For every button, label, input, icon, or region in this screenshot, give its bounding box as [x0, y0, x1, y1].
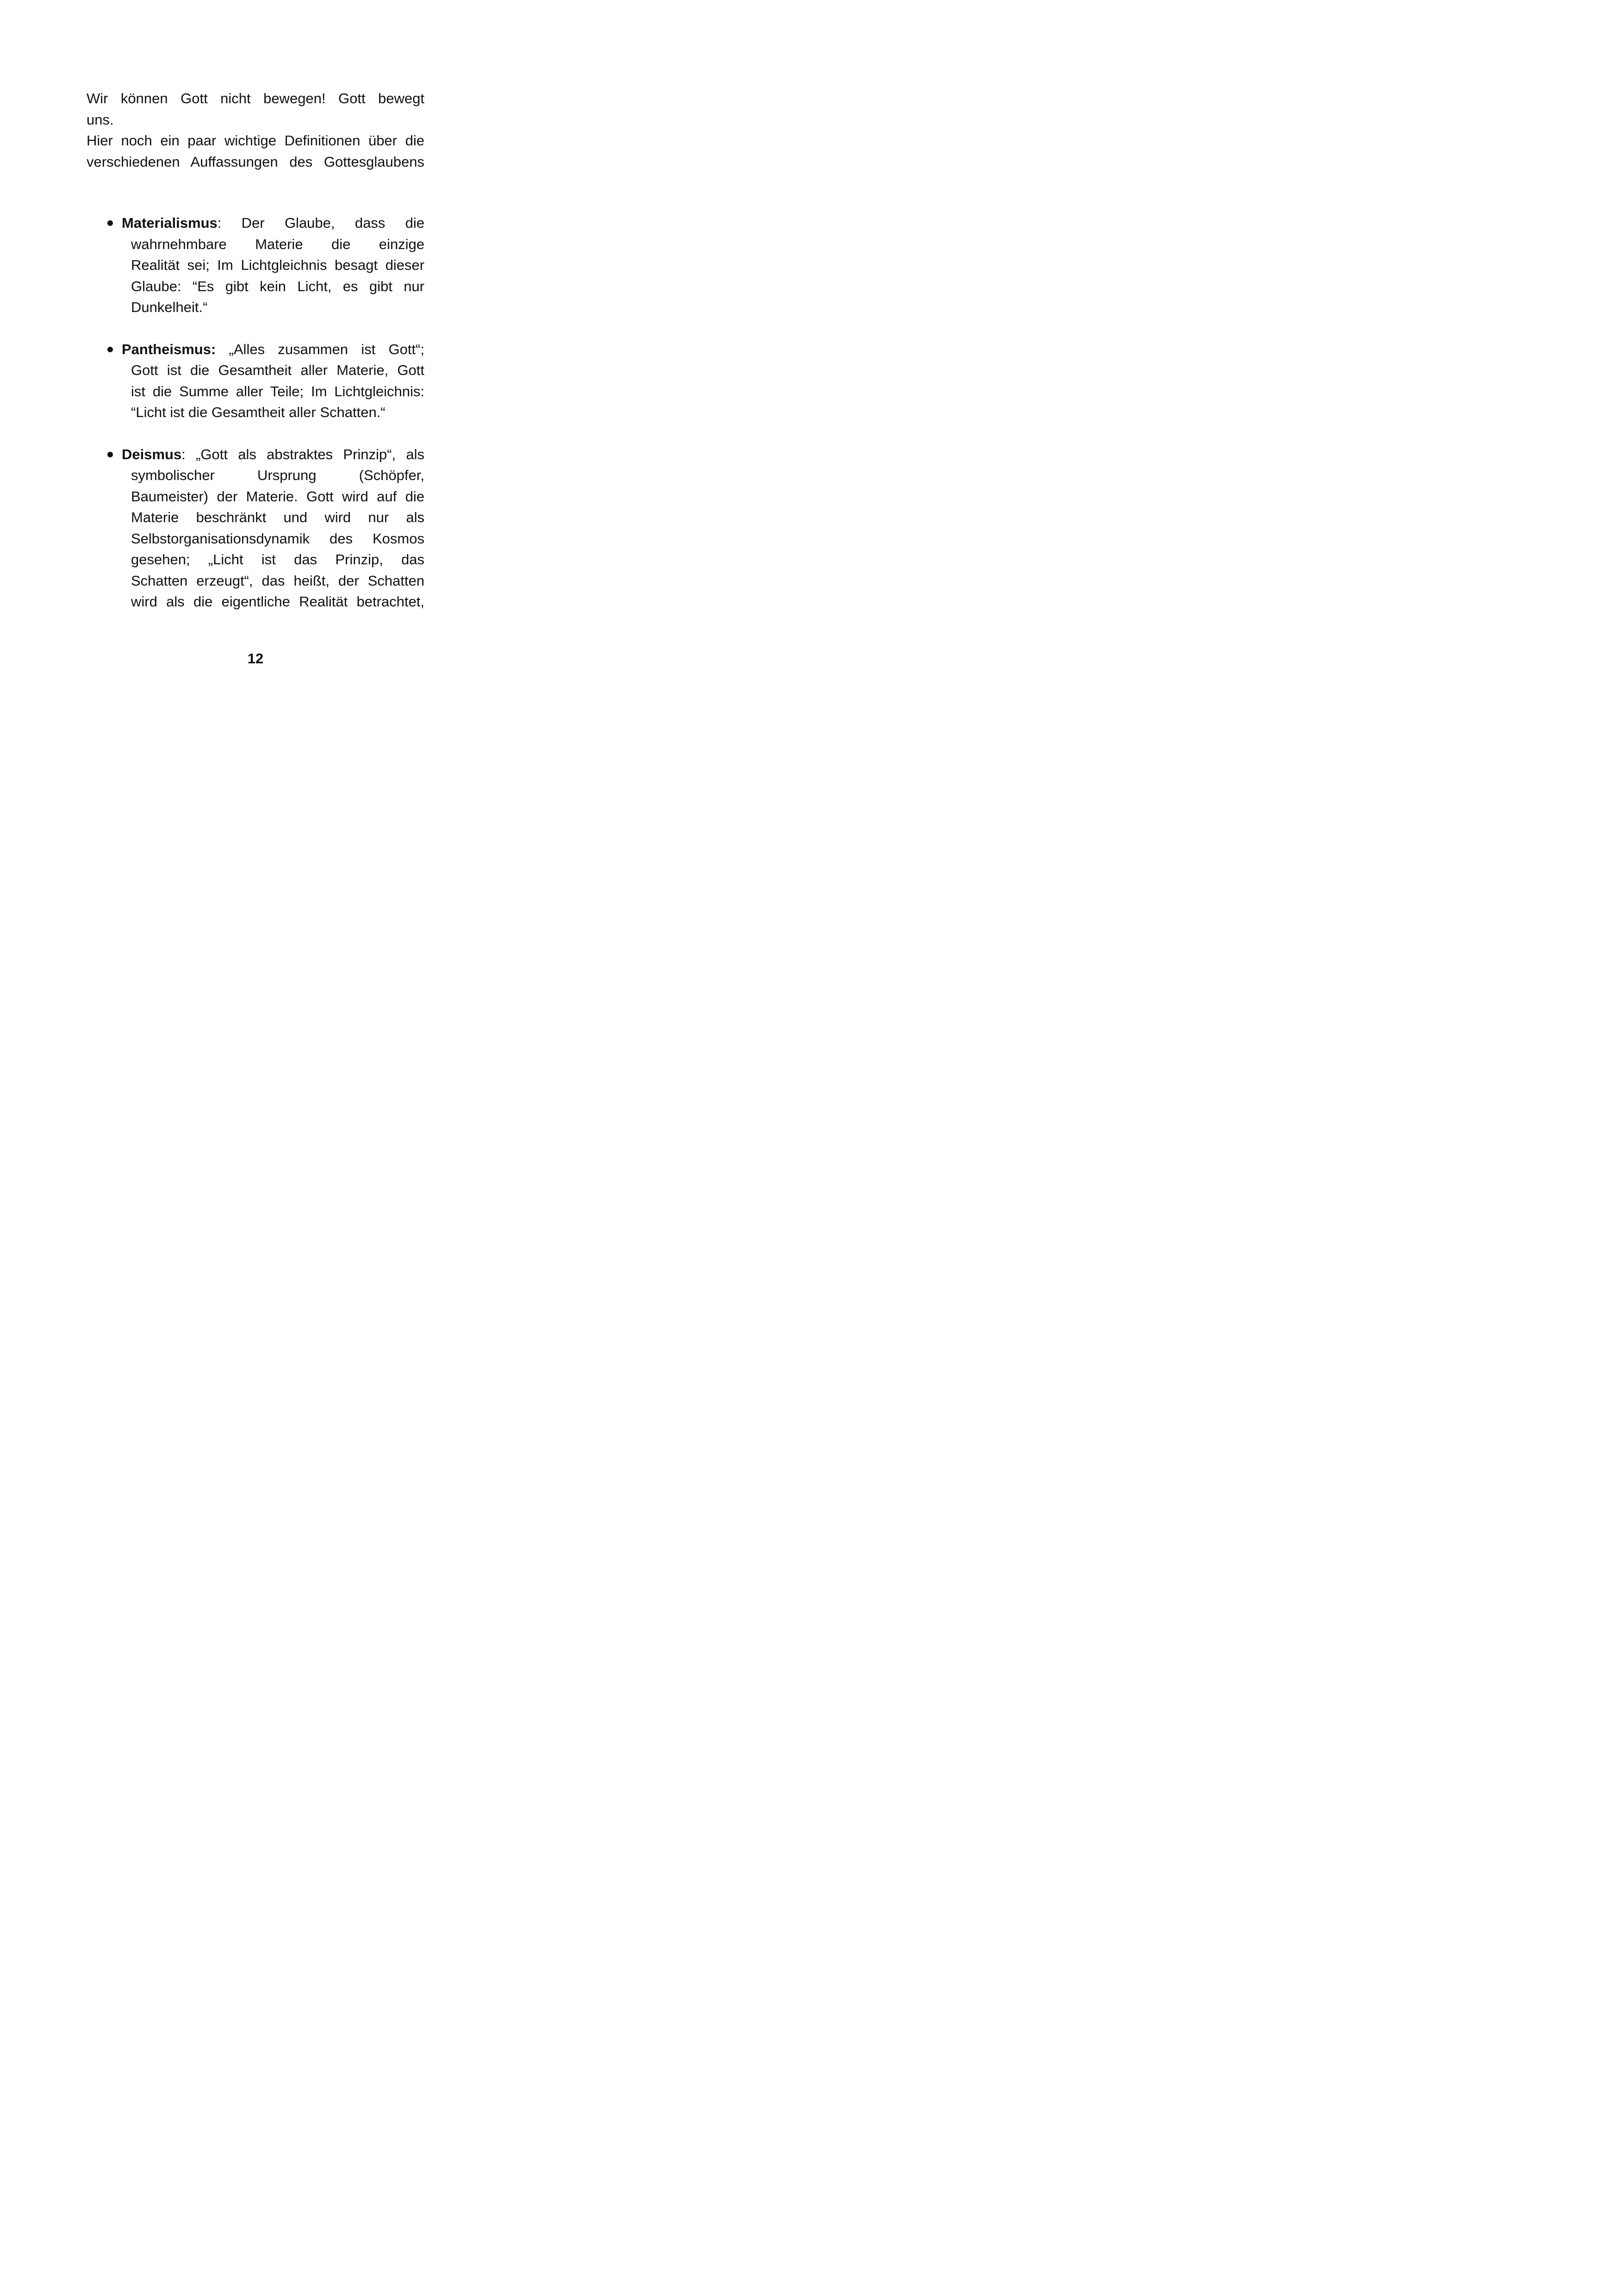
definition-first-line — [122, 212, 424, 234]
definition-line: wird als die eigentliche Realität betrachtet, — [131, 593, 424, 610]
definition-first-line — [122, 444, 424, 465]
definition-line: wahrnehmbare Materie die einzige — [131, 236, 424, 252]
definition-line: Schatten erzeugt“, das heißt, der Schatten — [131, 572, 424, 589]
definition-pantheismus — [107, 339, 424, 423]
definition-line: Baumeister) der Materie. Gott wird auf die — [131, 488, 424, 505]
definition-line: Materie beschränkt und wird nur als — [131, 509, 424, 525]
definitions-list — [107, 212, 424, 612]
definition-term: Deismus — [122, 446, 182, 462]
definition-line: “Licht ist die Gesamtheit aller Schatten.“ — [131, 404, 386, 420]
intro-p2-line-2: verschiedenen Auffassungen des Gottesglaubens — [87, 153, 424, 170]
bullet-icon — [107, 452, 113, 457]
definition-materialismus — [107, 212, 424, 318]
definition-term-suffix: „Alles zusammen ist Gott“; — [216, 341, 424, 357]
intro-p2-line-1: Hier noch ein paar wichtige Definitionen über die — [87, 132, 424, 149]
definition-term-suffix: : Der Glaube, dass die — [217, 215, 424, 231]
bullet-icon — [107, 347, 113, 352]
definition-line: symbolischer Ursprung (Schöpfer, — [131, 467, 424, 483]
intro-paragraph-1 — [87, 88, 424, 130]
definition-line: gesehen; „Licht ist das Prinzip, das — [131, 551, 424, 568]
definition-line: Selbstorganisationsdynamik des Kosmos — [131, 530, 424, 547]
intro-p1-line-1: Wir können Gott nicht bewegen! Gott bewegt — [87, 90, 424, 106]
definition-line: Glaube: “Es gibt kein Licht, es gibt nur — [131, 278, 424, 294]
definition-first-line — [122, 339, 424, 360]
definition-term-suffix: : „Gott als abstraktes Prinzip“, als — [181, 446, 424, 462]
definition-line: Dunkelheit.“ — [131, 299, 208, 315]
definition-line: Realität sei; Im Lichtgleichnis besagt dieser — [131, 257, 424, 273]
intro-text — [87, 88, 424, 172]
definition-deismus — [107, 444, 424, 612]
definition-term: Materialismus — [122, 215, 218, 231]
definition-line: ist die Summe aller Teile; Im Lichtgleichnis: — [131, 383, 424, 399]
document-page — [0, 0, 511, 725]
definition-term: Pantheismus: — [122, 341, 216, 357]
bullet-icon — [107, 220, 113, 226]
intro-paragraph-2 — [87, 130, 424, 172]
page-number: 12 — [247, 650, 264, 667]
intro-p1-line-2: uns. — [87, 111, 114, 128]
definition-line: Gott ist die Gesamtheit aller Materie, Gott — [131, 362, 424, 378]
